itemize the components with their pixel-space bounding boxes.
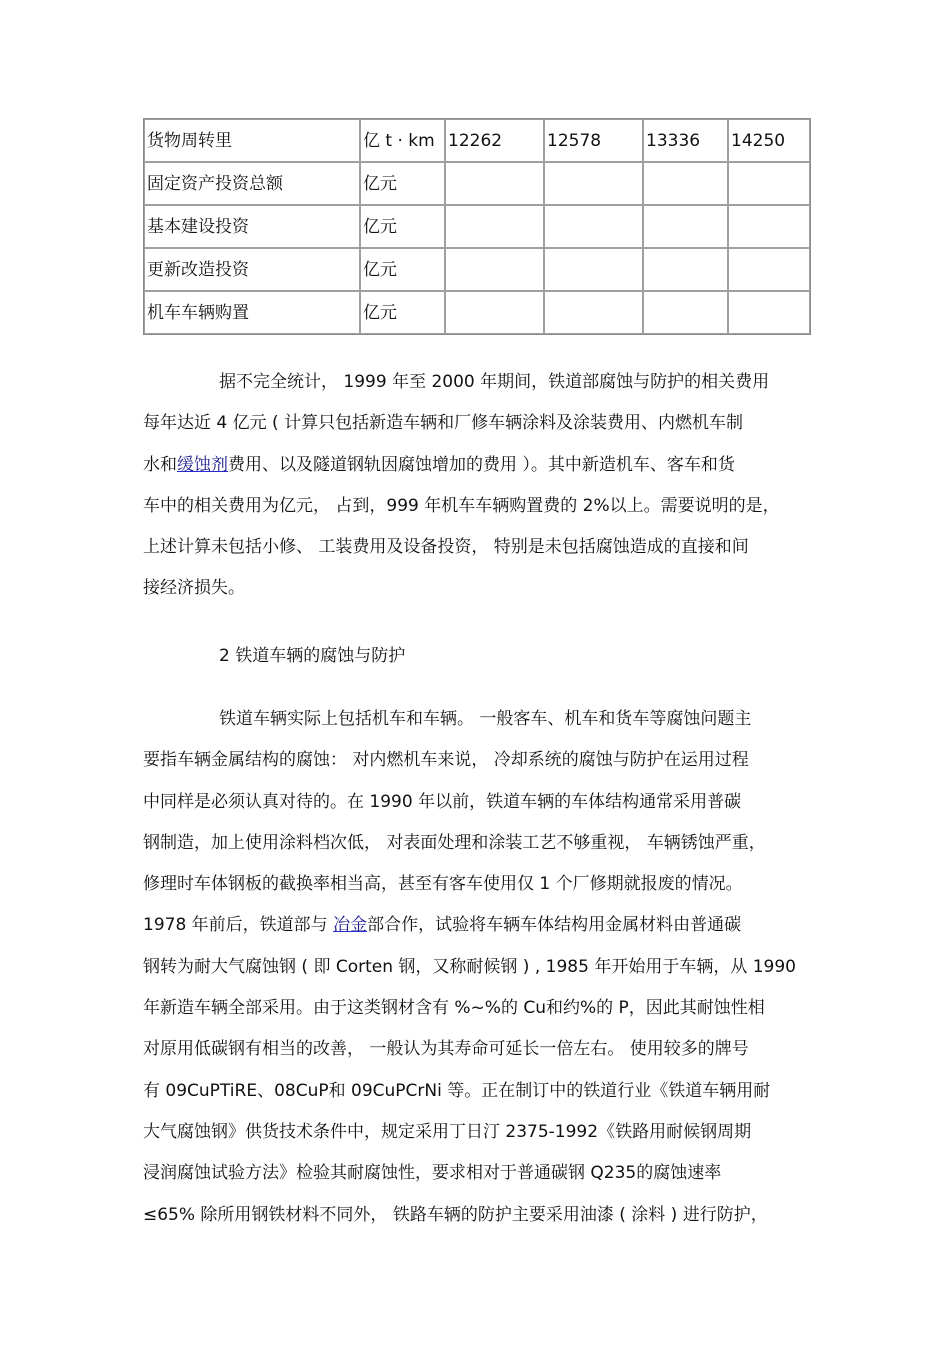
table-cell xyxy=(544,248,643,291)
row-label: 货物周转里 xyxy=(144,119,360,162)
text-line: 浸润腐蚀试验方法》检验其耐腐蚀性，要求相对于普通碳钢 Q235的腐蚀速率 xyxy=(143,1163,722,1184)
table-cell xyxy=(445,162,544,205)
cost-paragraph xyxy=(143,362,813,610)
corrosion-inhibitor-link[interactable]: 缓蚀剂 xyxy=(177,454,228,475)
text-line: 车中的相关费用为亿元， 占到，999 年机车车辆购置费的 2%以上。需要说明的是， xyxy=(143,495,780,516)
table-cell xyxy=(445,248,544,291)
table-cell xyxy=(544,205,643,248)
table-cell: 12262 xyxy=(445,119,544,162)
table-cell: 14250 xyxy=(728,119,810,162)
table-row xyxy=(144,291,810,334)
text-line: 要指车辆金属结构的腐蚀： 对内燃机车来说， 冷却系统的腐蚀与防护在运用过程 xyxy=(143,750,749,771)
row-label: 固定资产投资总额 xyxy=(144,162,360,205)
text-line: 中同样是必须认真对待的。在 1990 年以前，铁道车辆的车体结构通常采用普碳 xyxy=(143,791,742,812)
text-span: 费用、以及隧道钢轨因腐蚀增加的费用 ）。其中新造机车、客车和货 xyxy=(228,454,735,475)
table-cell xyxy=(643,162,728,205)
row-label: 基本建设投资 xyxy=(144,205,360,248)
text-line: 钢制造，加上使用涂料档次低， 对表面处理和涂装工艺不够重视， 车辆锈蚀严重， xyxy=(143,832,766,853)
text-line: 大气腐蚀钢》供货技术条件中，规定采用丁日汀 2375-1992《铁路用耐候钢周期 xyxy=(143,1121,752,1142)
text-line: 每年达近 4 亿元 ( 计算只包括新造车辆和厂修车辆涂料及涂装费用、内燃机车制 xyxy=(143,413,744,434)
text-line: 对原用低碳钢有相当的改善， 一般认为其寿命可延长一倍左右。 使用较多的牌号 xyxy=(143,1039,749,1060)
row-unit: 亿 t · km xyxy=(360,119,445,162)
text-span: 水和 xyxy=(143,454,177,475)
text-line xyxy=(143,445,813,486)
text-line: 铁道车辆实际上包括机车和车辆。 一般客车、机车和货车等腐蚀问题主 xyxy=(219,709,752,729)
text-span: 部合作，试验将车辆车体结构用金属材料由普通碳 xyxy=(367,915,742,936)
table-row xyxy=(144,162,810,205)
table-cell xyxy=(643,205,728,248)
metallurgy-link[interactable]: 冶金 xyxy=(333,915,368,936)
table-cell xyxy=(544,162,643,205)
table-cell xyxy=(728,248,810,291)
table-row xyxy=(144,119,810,162)
row-label: 机车车辆购置 xyxy=(144,291,360,334)
text-line: 据不完全统计， 1999 年至 2000 年期间，铁道部腐蚀与防护的相关费用 xyxy=(219,372,770,392)
table-cell xyxy=(728,291,810,334)
row-unit: 亿元 xyxy=(360,248,445,291)
vehicle-corrosion-paragraph xyxy=(143,699,813,1236)
row-unit: 亿元 xyxy=(360,205,445,248)
table-cell xyxy=(643,291,728,334)
text-line: 有 09CuPTiRE、08CuP和 09CuPCrNi 等。正在制订中的铁道行业《铁道车辆用耐 xyxy=(143,1080,771,1101)
row-label: 更新改造投资 xyxy=(144,248,360,291)
table-row xyxy=(144,205,810,248)
text-line: ≤65% 除所用钢铁材料不同外， 铁路车辆的防护主要采用油漆 ( 涂料 ) 进行防护， xyxy=(143,1204,768,1225)
row-unit: 亿元 xyxy=(360,162,445,205)
table-cell: 12578 xyxy=(544,119,643,162)
text-line: 接经济损失。 xyxy=(143,578,245,599)
table-cell xyxy=(445,291,544,334)
table-cell xyxy=(445,205,544,248)
table-cell xyxy=(728,162,810,205)
text-line: 修理时车体钢板的截换率相当高，甚至有客车使用仅 1 个厂修期就报废的情况。 xyxy=(143,874,743,895)
table-row xyxy=(144,248,810,291)
row-unit: 亿元 xyxy=(360,291,445,334)
table-cell: 13336 xyxy=(643,119,728,162)
text-line xyxy=(143,905,813,946)
table-cell xyxy=(643,248,728,291)
table-cell xyxy=(728,205,810,248)
section-heading: 2 铁道车辆的腐蚀与防护 xyxy=(219,646,406,666)
statistics-table xyxy=(143,118,811,335)
text-line: 年新造车辆全部采用。由于这类钢材含有 %~%的 Cu和约%的 P，因此其耐蚀性相 xyxy=(143,998,765,1019)
table-cell xyxy=(544,291,643,334)
text-span: 1978 年前后，铁道部与 xyxy=(143,915,334,936)
text-line: 钢转为耐大气腐蚀钢 ( 即 Corten 钢，又称耐候钢 ) , 1985 年开始用于车辆，从 1990 xyxy=(143,956,796,977)
text-line: 上述计算未包括小修、 工装费用及设备投资， 特别是未包括腐蚀造成的直接和间 xyxy=(143,537,749,558)
